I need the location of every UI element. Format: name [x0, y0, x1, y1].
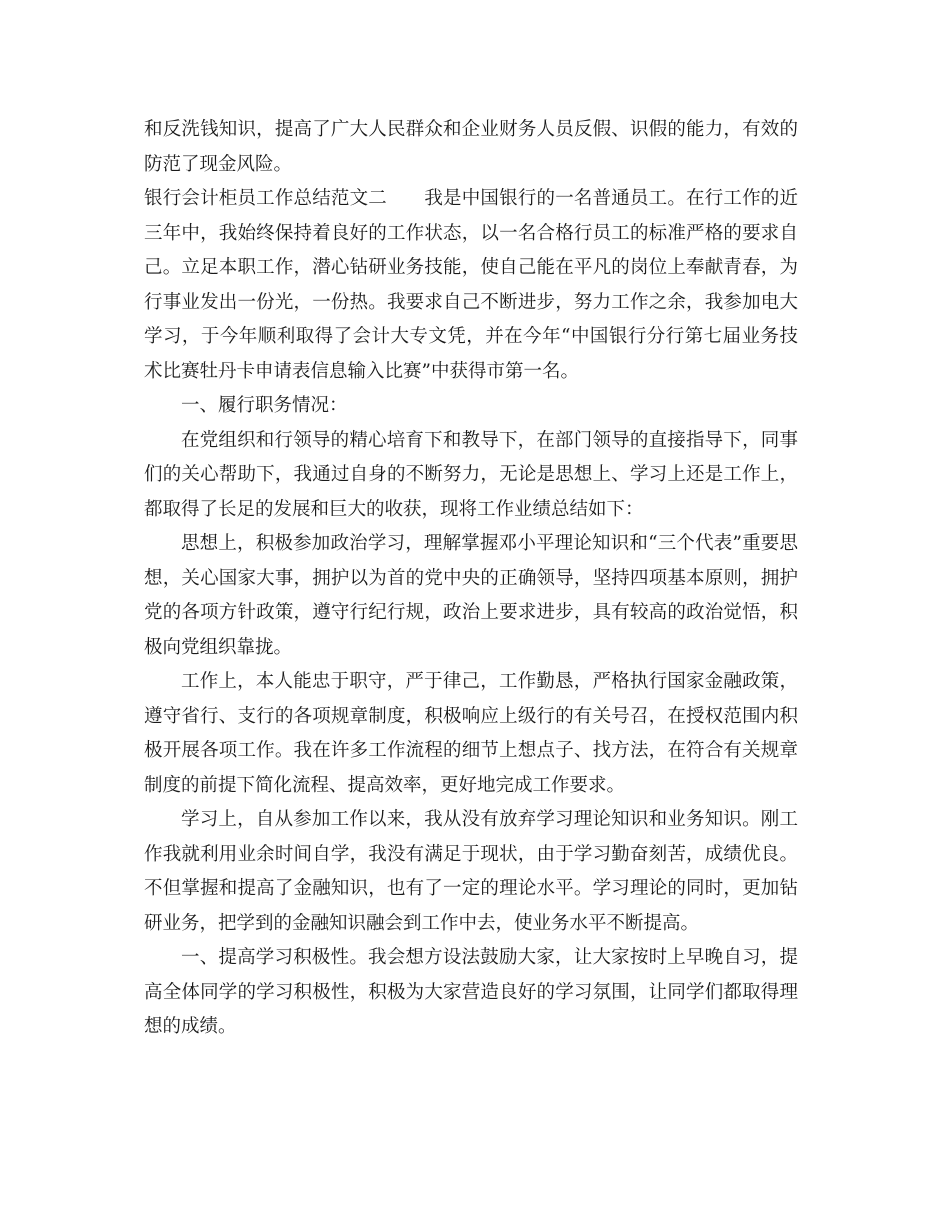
paragraph-2: 银行会计柜员工作总结范文二 我是中国银行的一名普通员工。在行工作的近三年中，我始终保持着良好的工作状态，以一名合格行员工的标准严格的要求自己。立足本职工作，潜心钻研业务技能，使自己能在平凡的岗位上奉献青春，为行事业发出一份光，一份热。我要求自己不断进步，努力工作之余，我参加电大学习，于今年顺利取得了会计大专文凭，并在今年“中国银行分行第七届业务技术比赛牡丹卡申请表信息输入比赛”中获得市第一名。 — [144, 188, 798, 382]
paragraph-5: 思想上，积极参加政治学习，理解掌握邓小平理论知识和“三个代表”重要思想，关心国家大事，拥护以为首的党中央的正确领导，坚持四项基本原则，拥护党的各项方针政策，遵守行纪行规，政治上要求进步，具有较高的政治觉悟，积极向党组织靠拢。 — [144, 533, 798, 658]
paragraph-6: 工作上，本人能忠于职守，严于律己，工作勤恳，严格执行国家金融政策，遵守省行、支行的各项规章制度，积极响应上级行的有关号召，在授权范围内积极开展各项工作。我在许多工作流程的细节上想点子、找方法，在符合有关规章制度的前提下简化流程、提高效率，更好地完成工作要求。 — [144, 671, 798, 796]
document-body — [144, 113, 798, 1045]
paragraph-8: 一、提高学习积极性。我会想方设法鼓励大家，让大家按时上早晚自习，提高全体同学的学习积极性，积极为大家营造良好的学习氛围，让同学们都取得理想的成绩。 — [144, 947, 798, 1037]
paragraph-1: 和反洗钱知识，提高了广大人民群众和企业财务人员反假、识假的能力，有效的防范了现金风险。 — [144, 119, 798, 175]
paragraph-4: 在党组织和行领导的精心培育下和教导下，在部门领导的直接指导下，同事们的关心帮助下，我通过自身的不断努力，无论是思想上、学习上还是工作上，都取得了长足的发展和巨大的收获，现将工作业绩总结如下： — [144, 429, 798, 520]
paragraph-3: 一、履行职务情况： — [181, 395, 348, 416]
paragraph-7: 学习上，自从参加工作以来，我从没有放弃学习理论知识和业务知识。刚工作我就利用业余时间自学，我没有满足于现状，由于学习勤奋刻苦，成绩优良。不但掌握和提高了金融知识，也有了一定的理论水平。学习理论的同时，更加钻研业务，把学到的金融知识融会到工作中去，使业务水平不断提高。 — [144, 809, 798, 934]
